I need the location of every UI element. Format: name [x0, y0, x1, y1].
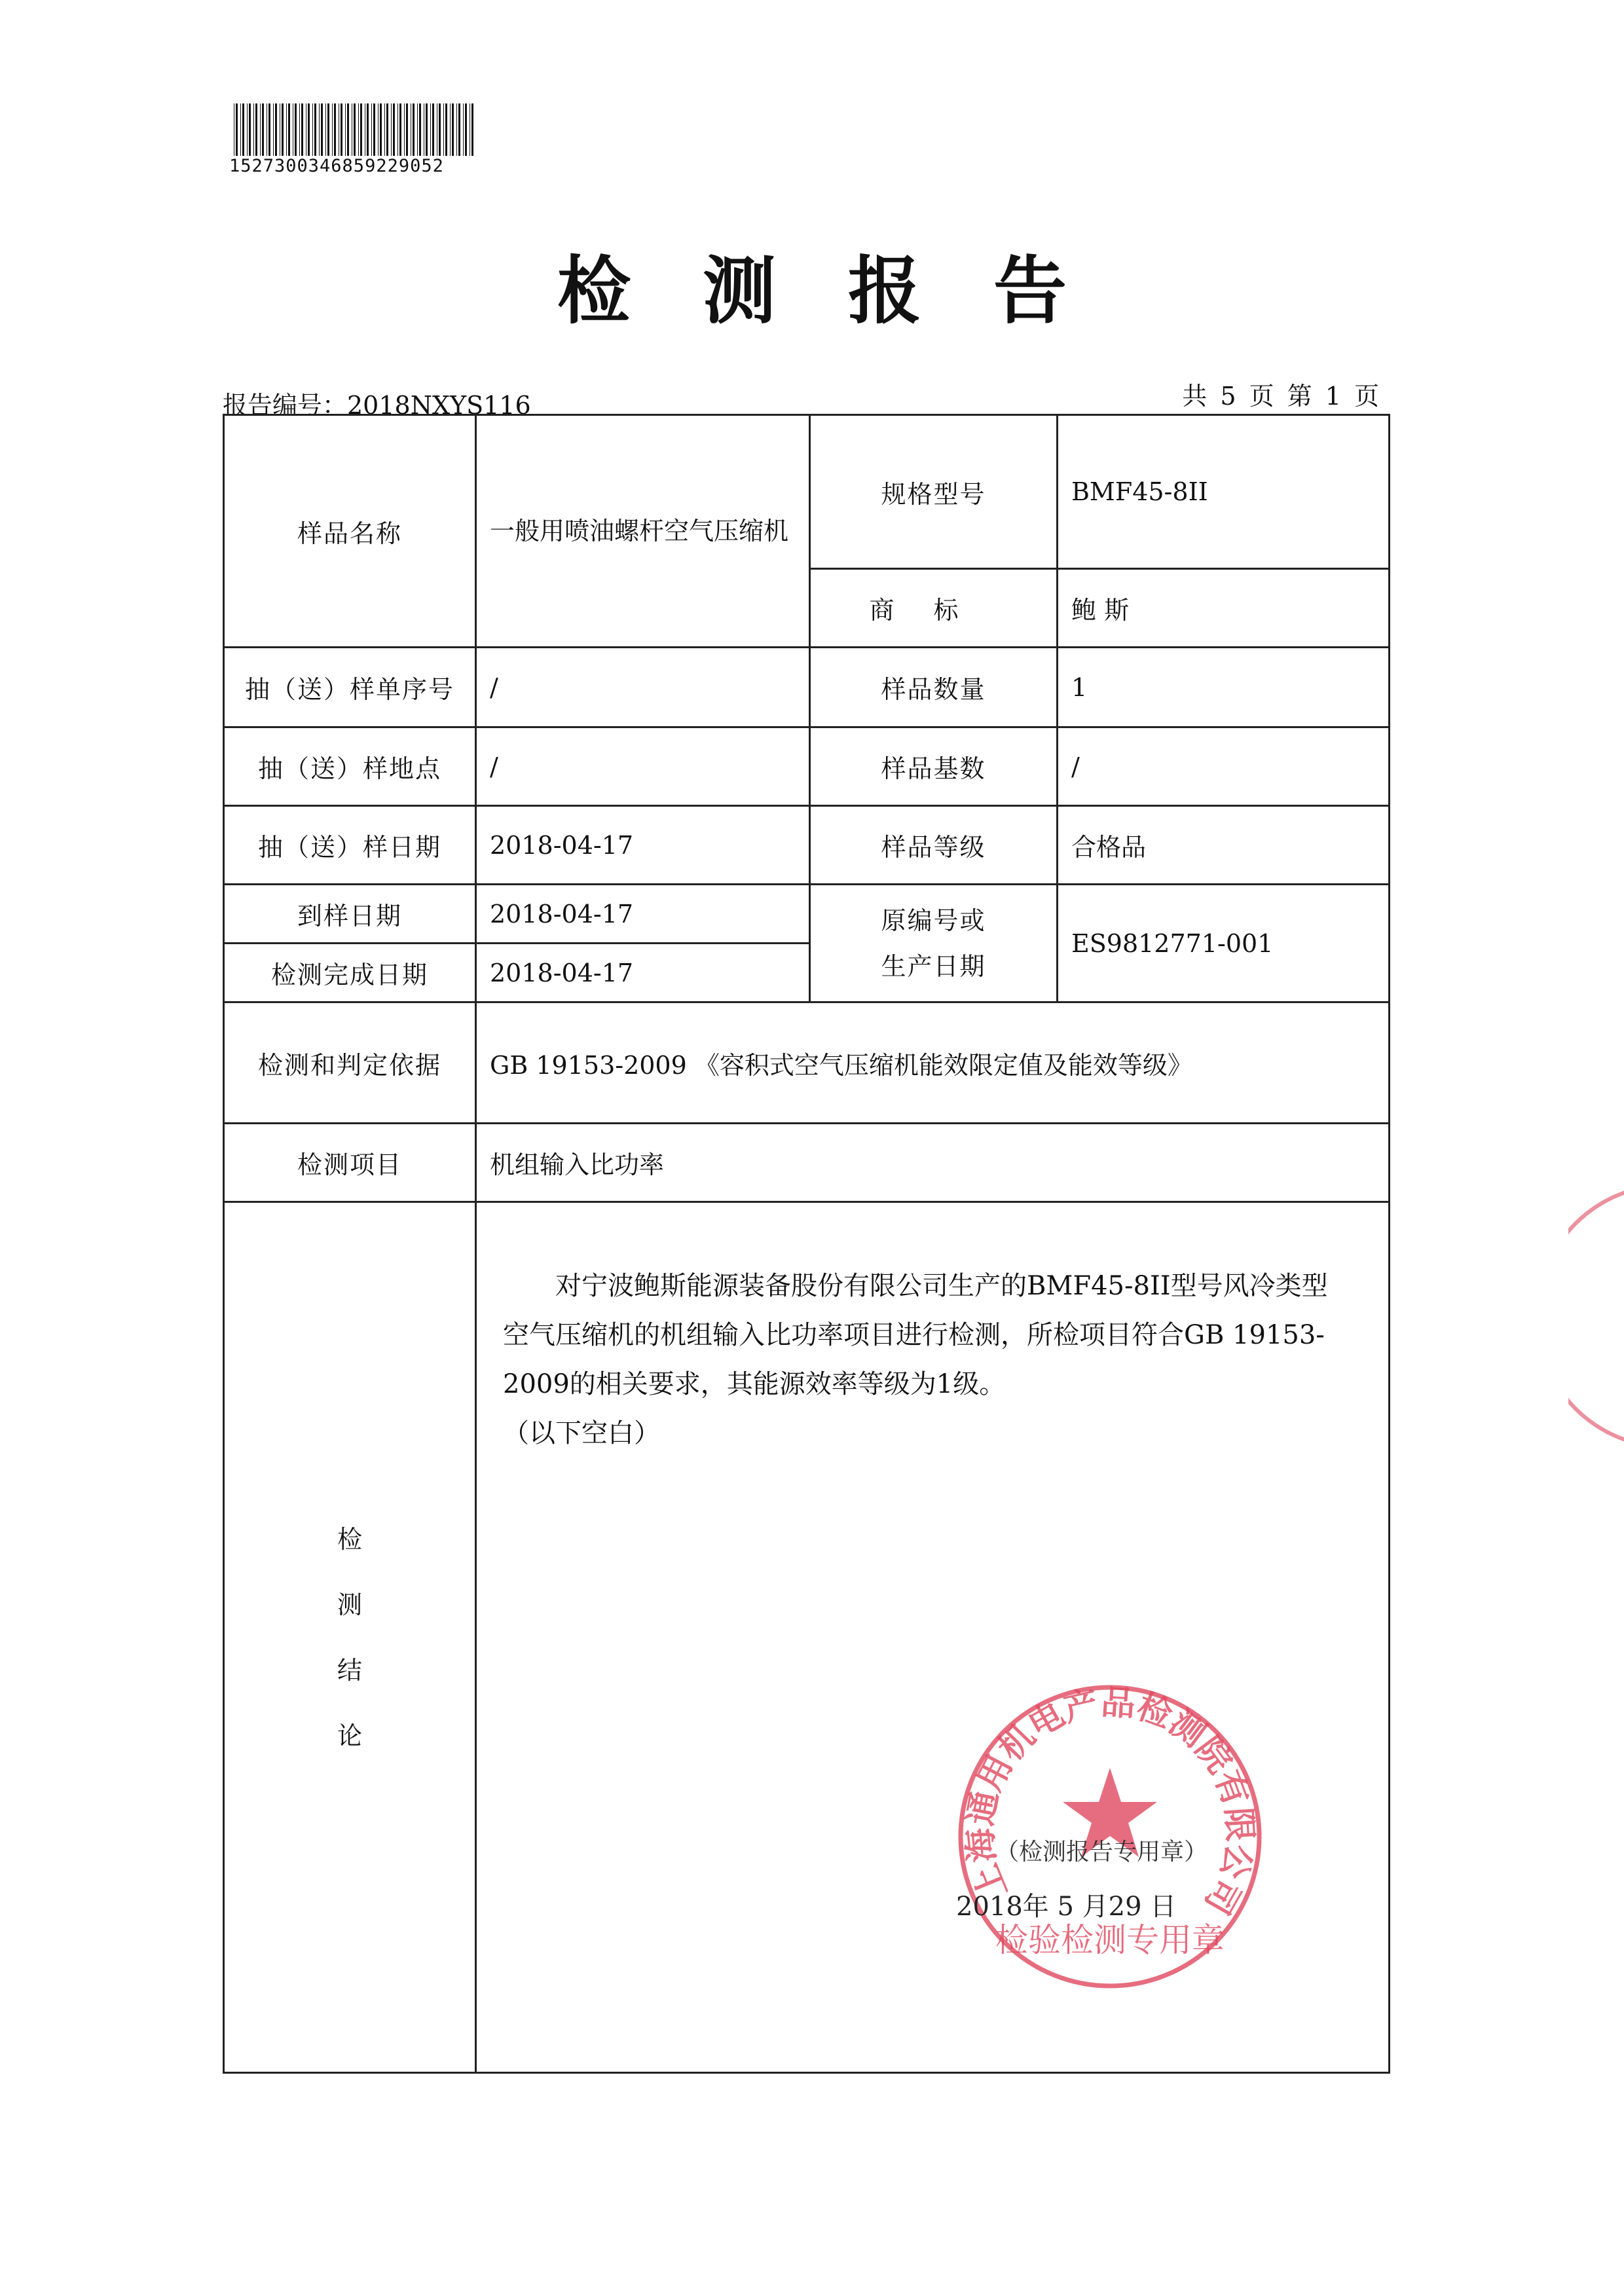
barcode-bar [288, 103, 290, 156]
barcode-bar [439, 103, 441, 156]
model-value: BMF45-8II [1058, 415, 1390, 569]
barcode-bar [458, 103, 460, 156]
barcode [232, 103, 478, 157]
barcode-bar [354, 103, 356, 156]
barcode-number: 152730034685922905​2 [229, 156, 444, 176]
barcode-bar [332, 103, 333, 156]
basis-label: 检测和判定依据 [224, 1002, 476, 1124]
table-row [224, 415, 1390, 569]
barcode-bar [399, 103, 401, 156]
conclusion-text-block [503, 1262, 1349, 1458]
table-row [224, 1124, 1390, 1202]
barcode-bar [463, 103, 464, 156]
barcode-bar [417, 103, 418, 156]
conclusion-label: 检 测 结 论 [224, 1202, 476, 2073]
sample-base-label: 样品基数 [810, 727, 1058, 806]
stamp-bottom-text: 检验检测专用章 [995, 1921, 1225, 1959]
barcode-bar [273, 103, 274, 156]
barcode-bar [253, 103, 254, 156]
table-row [224, 885, 1390, 944]
conclusion-text: 对宁波鲍斯能源装备股份有限公司生产的BMF45-8II型号风冷类型空气压缩机的机组输入比功率项目进行检测，所检项目符合GB 19153-2009的相关要求，其能源效率等级为1级。 [503, 1271, 1328, 1399]
barcode-bar [386, 103, 388, 156]
sample-date-label: 抽（送）样日期 [224, 806, 476, 885]
sample-base-value: / [1058, 727, 1390, 806]
barcode-bar [430, 103, 431, 156]
issue-date: 2018年 5 月29 日 [956, 1892, 1177, 1922]
stamp-subtitle: （检测报告专用章） [995, 1839, 1208, 1865]
finish-date-value: 2018-04-17 [476, 944, 810, 1002]
barcode-bar [240, 103, 241, 156]
barcode-bar [247, 103, 248, 156]
side-seal [1568, 1179, 1624, 1454]
table-row [224, 1002, 1390, 1124]
table-row [224, 727, 1390, 806]
barcode-bar [406, 103, 408, 156]
sample-order-label: 抽（送）样单序号 [224, 648, 476, 727]
barcode-bar [321, 103, 323, 156]
barcode-bar [426, 103, 428, 156]
barcode-bar [236, 103, 238, 156]
barcode-bar [312, 103, 313, 156]
barcode-bar [384, 103, 385, 156]
arrival-date-value: 2018-04-17 [476, 885, 810, 944]
barcode-bar [471, 103, 473, 156]
orig-no-label [810, 885, 1058, 1002]
barcode-bar [286, 103, 287, 156]
stamp-ring-text: 上海通用机电产品检测院有限公司 [960, 1683, 1260, 1921]
sample-order-value: / [476, 648, 810, 727]
barcode-bar [347, 103, 349, 156]
barcode-bar [452, 103, 454, 156]
orig-no-label-line: 原编号或 [881, 906, 986, 935]
barcode-bar [249, 103, 251, 156]
barcode-bar [397, 103, 398, 156]
barcode-bar [404, 103, 405, 156]
page-info: 共 5 页 第 1 页 [1182, 382, 1382, 411]
title-char: 告 [993, 249, 1067, 334]
barcode-bar [308, 103, 310, 156]
barcode-bar [391, 103, 392, 156]
orig-no-value: ES9812771-001 [1058, 885, 1390, 1002]
barcode-bar [358, 103, 359, 156]
basis-value: GB 19153-2009 《容积式空气压缩机能效限定值及能效等级》 [476, 1002, 1390, 1124]
finish-date-label: 检测完成日期 [224, 944, 476, 1002]
title-char: 测 [703, 249, 776, 334]
sample-date-value: 2018-04-17 [476, 806, 810, 885]
sample-qty-label: 样品数量 [810, 648, 1058, 727]
barcode-bar [301, 103, 303, 156]
brand-value: 鲍 斯 [1058, 569, 1390, 648]
barcode-bar [367, 103, 369, 156]
barcode-bar [419, 103, 421, 156]
table-row [224, 648, 1390, 727]
barcode-bar [443, 103, 444, 156]
title-char: 报 [848, 249, 921, 334]
barcode-bar [325, 103, 326, 156]
sample-qty-value: 1 [1058, 648, 1390, 727]
barcode-bar [255, 103, 257, 156]
blank-note: （以下空白） [503, 1418, 660, 1448]
barcode-bar [465, 103, 467, 156]
barcode-bar [275, 103, 277, 156]
title-char: 检 [557, 249, 631, 334]
orig-no-label-line: 生产日期 [881, 951, 986, 981]
barcode-bar [413, 103, 415, 156]
barcode-bar [450, 103, 451, 156]
barcode-bar [242, 103, 244, 156]
barcode-bar [360, 103, 362, 156]
report-number: 报告编号：2018NXYS116 [223, 391, 531, 420]
barcode-bar [445, 103, 447, 156]
table-row [224, 806, 1390, 885]
barcode-bar [456, 103, 457, 156]
barcode-bar [282, 103, 284, 156]
sample-place-label: 抽（送）样地点 [224, 727, 476, 806]
barcode-bar [260, 103, 261, 156]
barcode-bar [295, 103, 297, 156]
barcode-bar [314, 103, 316, 156]
barcode-bar [341, 103, 342, 156]
barcode-bar [334, 103, 336, 156]
arrival-date-label: 到样日期 [224, 885, 476, 944]
barcode-bar [380, 103, 382, 156]
barcode-bar [373, 103, 375, 156]
barcode-bar [299, 103, 300, 156]
sample-place-value: / [476, 727, 810, 806]
item-label: 检测项目 [224, 1124, 476, 1202]
barcode-bar [393, 103, 395, 156]
page-title [0, 232, 1624, 338]
sample-name-label: 样品名称 [224, 415, 476, 648]
barcode-bar [345, 103, 346, 156]
barcode-bar [262, 103, 264, 156]
barcode-bar [319, 103, 320, 156]
sample-name-value: 一般用喷油螺杆空气压缩机 [476, 415, 810, 648]
barcode-bar [371, 103, 372, 156]
barcode-bar [432, 103, 434, 156]
barcode-bar [327, 103, 329, 156]
barcode-bar [268, 103, 270, 156]
model-label: 规格型号 [810, 415, 1058, 569]
sample-grade-value: 合格品 [1058, 806, 1390, 885]
brand-label: 商标 [810, 569, 1058, 648]
item-value: 机组输入比功率 [476, 1124, 1390, 1202]
sample-grade-label: 样品等级 [810, 806, 1058, 885]
